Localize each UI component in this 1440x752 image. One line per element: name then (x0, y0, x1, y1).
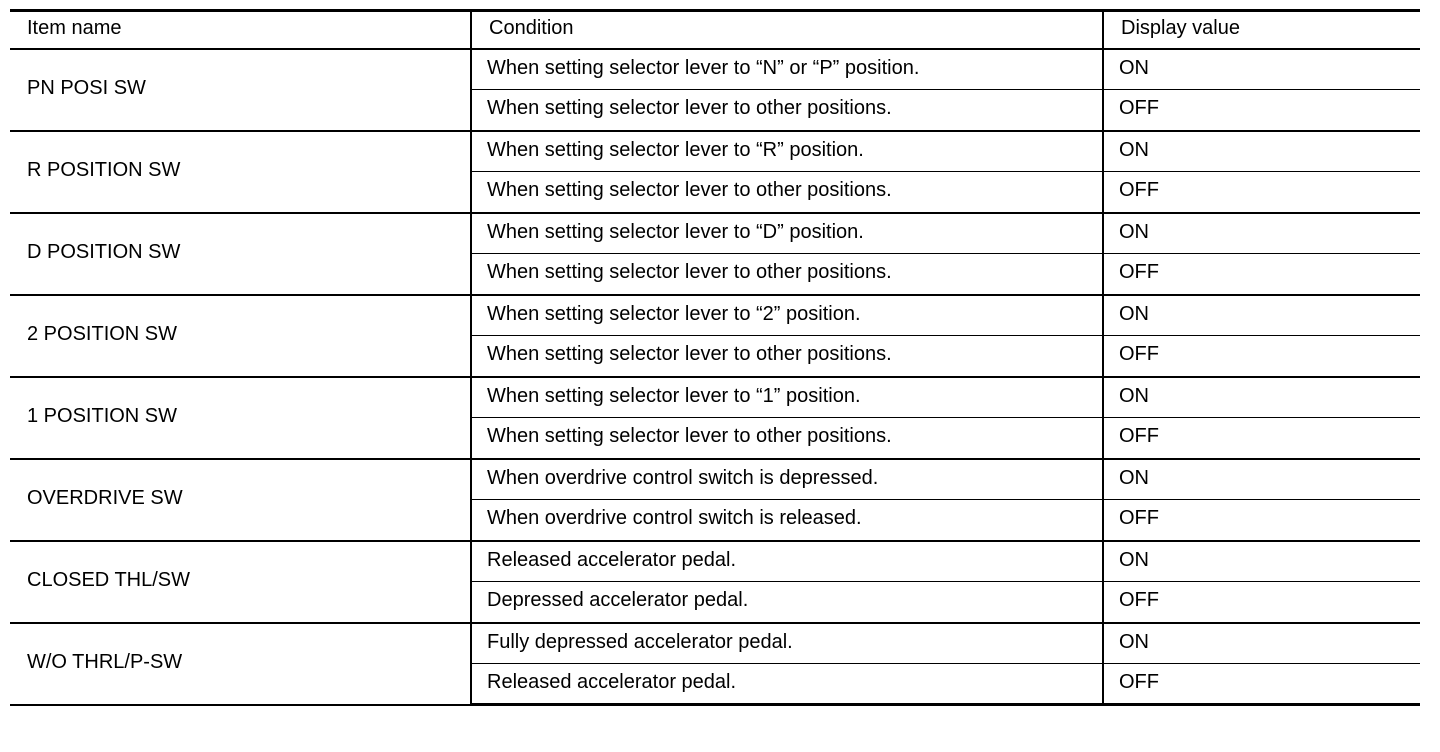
condition-cell: When setting selector lever to other positions. (471, 172, 1103, 213)
item-name-cell: R POSITION SW (10, 131, 471, 213)
condition-cell: When setting selector lever to “N” or “P” position. (471, 49, 1103, 90)
display-value-cell: ON (1103, 623, 1420, 664)
display-value-table (10, 9, 1420, 706)
display-value-cell: OFF (1103, 418, 1420, 459)
header-item-name: Item name (10, 11, 471, 49)
item-name-cell: D POSITION SW (10, 213, 471, 295)
header-display-value: Display value (1103, 11, 1420, 49)
condition-cell: Released accelerator pedal. (471, 541, 1103, 582)
table-body (10, 49, 1420, 705)
table-row (10, 131, 1420, 172)
condition-cell: When overdrive control switch is released. (471, 500, 1103, 541)
display-value-cell: ON (1103, 295, 1420, 336)
table-header-row (10, 11, 1420, 49)
display-value-cell: OFF (1103, 582, 1420, 623)
condition-cell: Released accelerator pedal. (471, 664, 1103, 705)
item-name-cell: PN POSI SW (10, 49, 471, 131)
table-row (10, 541, 1420, 582)
condition-cell: When setting selector lever to other positions. (471, 254, 1103, 295)
display-value-cell: OFF (1103, 664, 1420, 705)
item-name-cell: 2 POSITION SW (10, 295, 471, 377)
display-value-cell: ON (1103, 541, 1420, 582)
condition-cell: When overdrive control switch is depressed. (471, 459, 1103, 500)
condition-cell: When setting selector lever to “1” position. (471, 377, 1103, 418)
display-value-cell: ON (1103, 377, 1420, 418)
header-condition: Condition (471, 11, 1103, 49)
display-value-cell: OFF (1103, 172, 1420, 213)
condition-cell: When setting selector lever to other positions. (471, 336, 1103, 377)
display-value-table-container (10, 9, 1420, 706)
condition-cell: When setting selector lever to other positions. (471, 418, 1103, 459)
display-value-cell: OFF (1103, 500, 1420, 541)
table-row (10, 377, 1420, 418)
table-row (10, 295, 1420, 336)
item-name-cell: W/O THRL/P-SW (10, 623, 471, 705)
condition-cell: When setting selector lever to “R” position. (471, 131, 1103, 172)
condition-cell: When setting selector lever to “2” position. (471, 295, 1103, 336)
table-row (10, 459, 1420, 500)
table-row (10, 49, 1420, 90)
display-value-cell: ON (1103, 49, 1420, 90)
display-value-cell: OFF (1103, 336, 1420, 377)
display-value-cell: OFF (1103, 90, 1420, 131)
table-row (10, 623, 1420, 664)
condition-cell: When setting selector lever to other positions. (471, 90, 1103, 131)
condition-cell: Fully depressed accelerator pedal. (471, 623, 1103, 664)
condition-cell: When setting selector lever to “D” position. (471, 213, 1103, 254)
item-name-cell: 1 POSITION SW (10, 377, 471, 459)
display-value-cell: OFF (1103, 254, 1420, 295)
display-value-cell: ON (1103, 213, 1420, 254)
display-value-cell: ON (1103, 459, 1420, 500)
display-value-cell: ON (1103, 131, 1420, 172)
table-row (10, 213, 1420, 254)
condition-cell: Depressed accelerator pedal. (471, 582, 1103, 623)
item-name-cell: CLOSED THL/SW (10, 541, 471, 623)
item-name-cell: OVERDRIVE SW (10, 459, 471, 541)
